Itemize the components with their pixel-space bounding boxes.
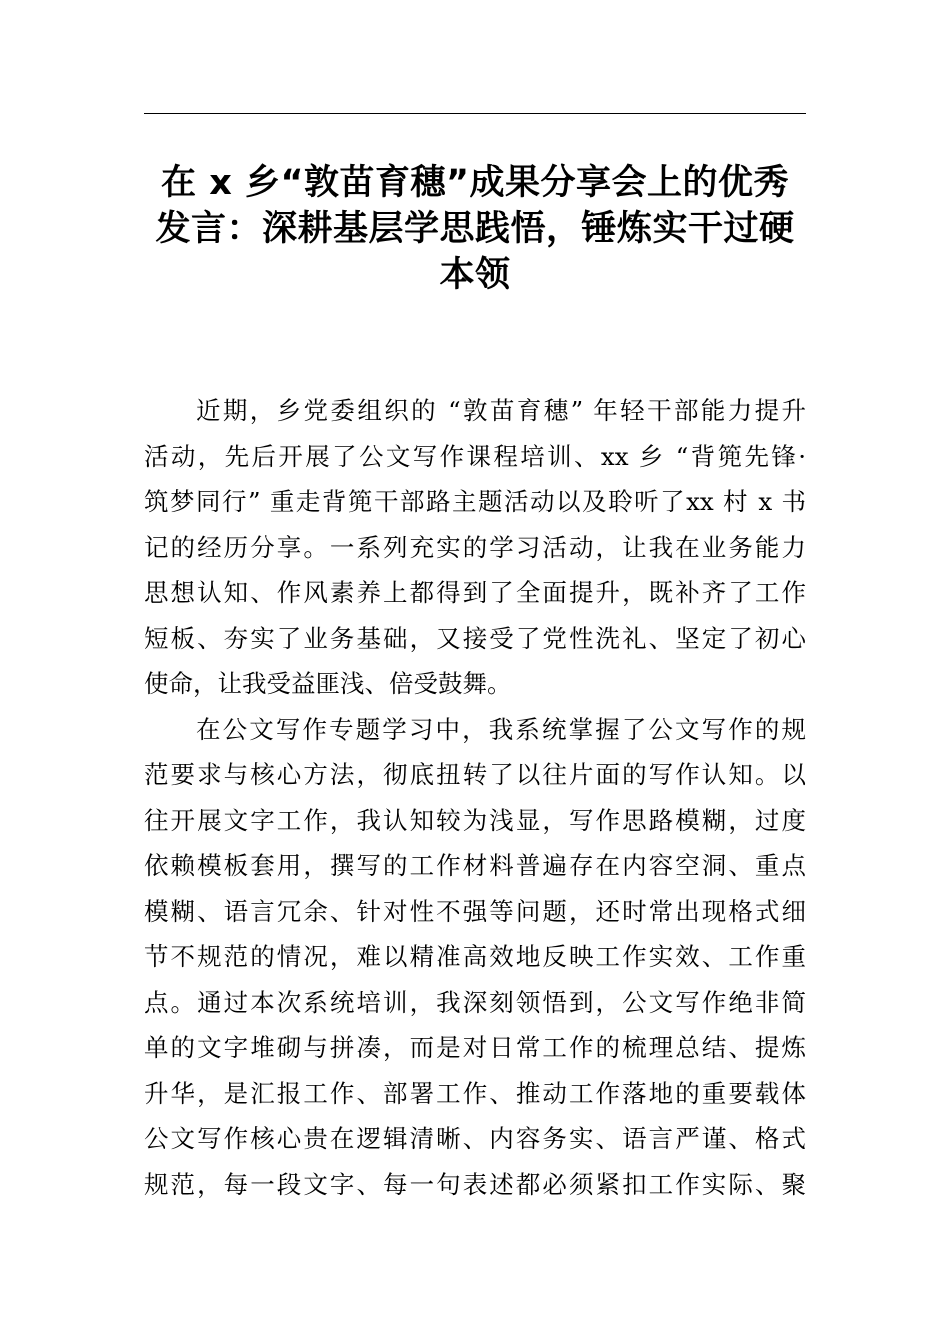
paragraph-line: 近期，乡党委组织的 “敦苗育穗” 年轻干部能力提升 [196, 396, 806, 425]
paragraph-line: 记的经历分享。一系列充实的学习活动，让我在业务能力 [144, 532, 806, 562]
paragraph-line: 范要求与核心方法，彻底扭转了以往片面的写作认知。以 [144, 760, 806, 789]
paragraph-line: 在公文写作专题学习中，我系统掌握了公文写作的规 [196, 714, 806, 744]
document-body [144, 388, 806, 1207]
paragraph-line: 活动，先后开展了公文写作课程培训、xx 乡 “背篼先锋· [144, 441, 806, 471]
paragraph-line: 往开展文字工作，我认知较为浅显，写作思路模糊，过度 [144, 805, 806, 835]
paragraph-line: 使命，让我受益匪浅、倍受鼓舞。 [144, 669, 512, 698]
paragraph-line: 模糊、语言冗余、针对性不强等问题，还时常出现格式细 [144, 896, 806, 926]
paragraph-line: 规范，每一段文字、每一句表述都必须紧扣工作实际、聚 [144, 1169, 806, 1199]
paragraph-line: 升华，是汇报工作、部署工作、推动工作落地的重要载体 [144, 1078, 806, 1108]
header-rule [144, 113, 806, 114]
title-line: 在 x 乡“敦苗育穗”成果分享会上的优秀 [161, 163, 789, 203]
paragraph [144, 707, 806, 1208]
paragraph-line: 单的文字堆砌与拼凑，而是对日常工作的梳理总结、提炼 [144, 1033, 806, 1062]
document-title [144, 160, 806, 298]
paragraph-line: 思想认知、作风素养上都得到了全面提升，既补齐了工作 [144, 578, 806, 607]
paragraph [144, 388, 806, 707]
paragraph-line: 依赖模板套用，撰写的工作材料普遍存在内容空洞、重点 [144, 851, 806, 880]
paragraph-line: 节不规范的情况，难以精准高效地反映工作实效、工作重 [144, 942, 806, 971]
paragraph-line: 筑梦同行” 重走背篼干部路主题活动以及聆听了xx 村 x 书 [144, 487, 806, 516]
paragraph-line: 点。通过本次系统培训，我深刻领悟到，公文写作绝非简 [144, 987, 806, 1017]
title-line: 本领 [439, 255, 511, 295]
title-line: 发言：深耕基层学思践悟，锤炼实干过硬 [155, 209, 795, 249]
paragraph-line: 短板、夯实了业务基础，又接受了党性洗礼、坚定了初心 [144, 623, 806, 653]
paragraph-line: 公文写作核心贵在逻辑清晰、内容务实、语言严谨、格式 [144, 1124, 806, 1153]
